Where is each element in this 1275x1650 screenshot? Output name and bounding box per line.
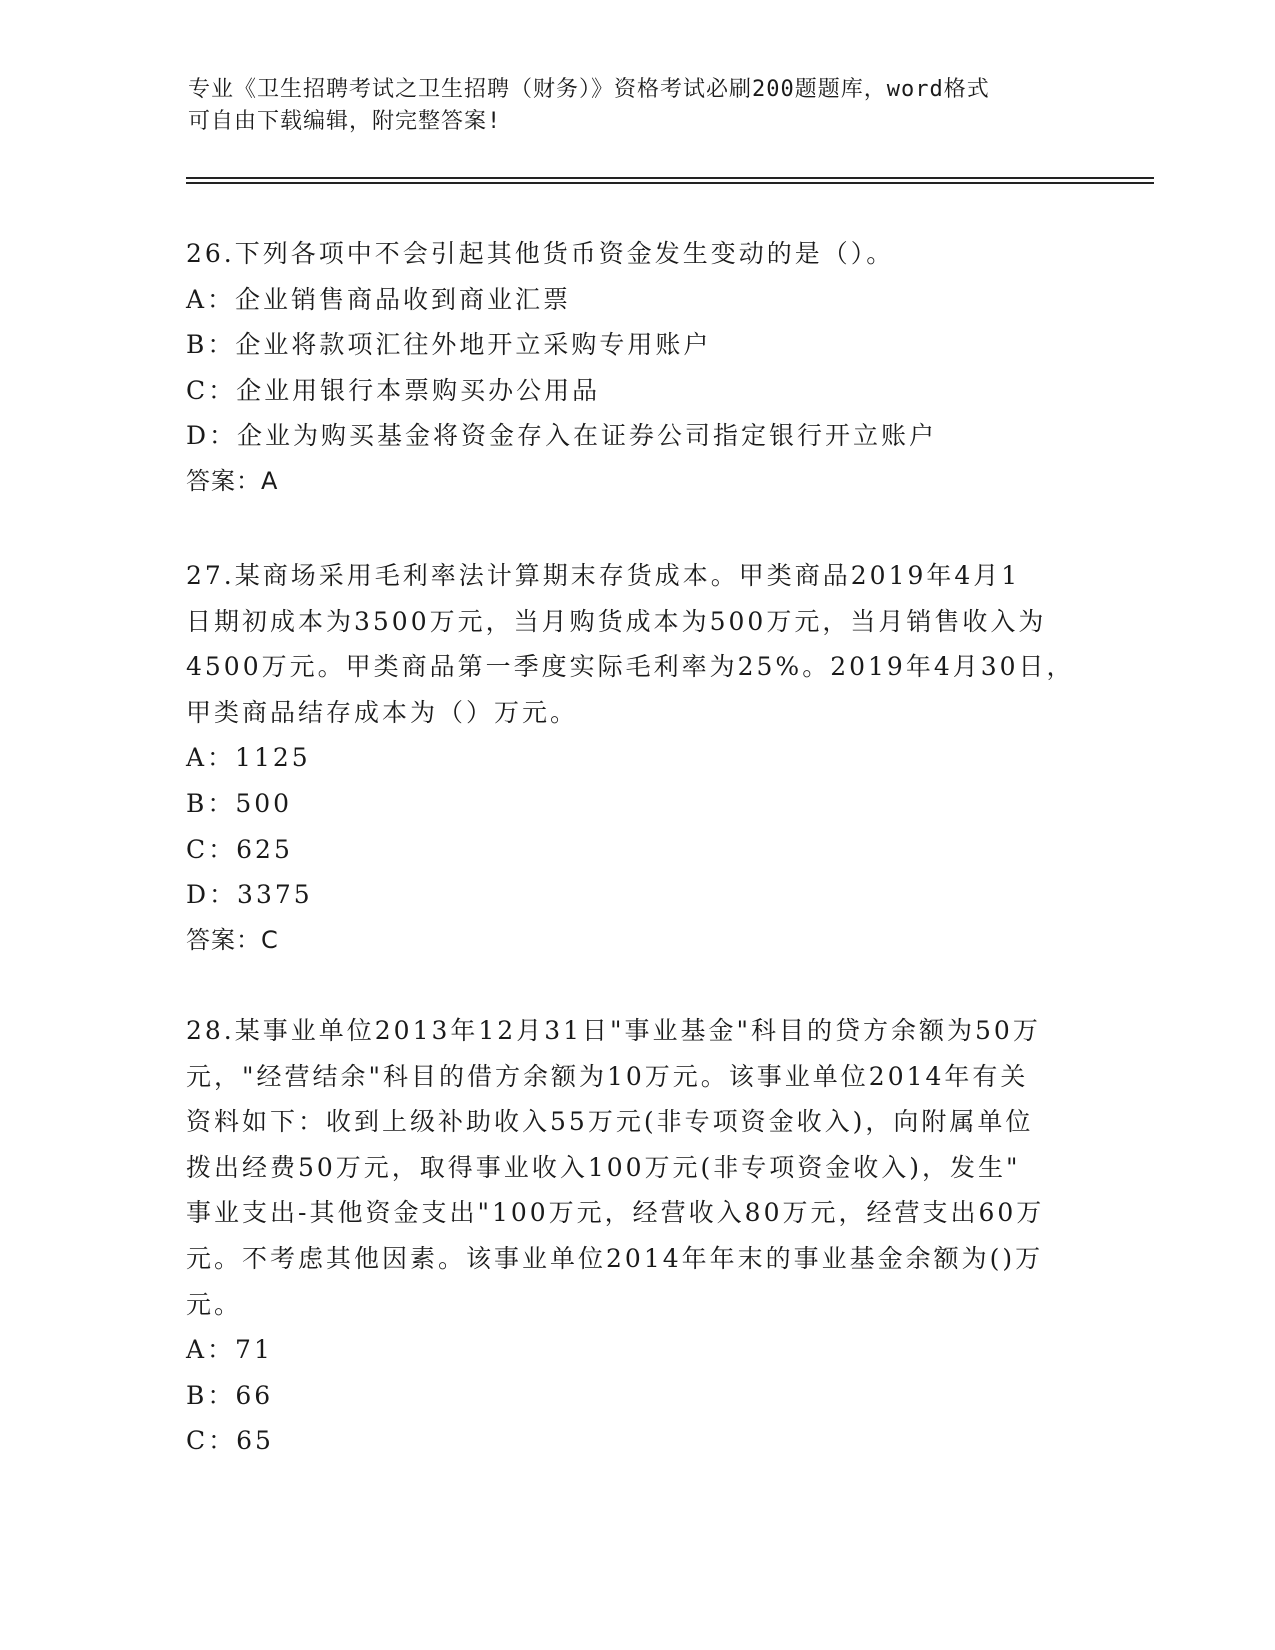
option-a: A：1125 [186,743,311,773]
option-c: C：625 [186,834,293,864]
question-text-line: 拨出经费50万元，取得事业收入100万元(非专项资金收入)，发生" [186,1152,1021,1182]
document-header [188,74,1088,138]
question-text-line: 元，"经营结余"科目的借方余额为10万元。该事业单位2014年有关 [186,1061,1029,1091]
header-divider-bottom [186,182,1154,184]
question-28 [186,1008,1076,1464]
answer-label: 答案：A [186,466,279,495]
option-b: B：企业将款项汇往外地开立采购专用账户 [186,330,712,360]
question-text-line: 日期初成本为3500万元，当月购货成本为500万元，当月销售收入为 [186,606,1047,636]
option-c: C：65 [186,1426,274,1456]
question-text-line: 元。不考虑其他因素。该事业单位2014年年末的事业基金余额为()万 [186,1243,1044,1273]
header-line-1: 专业《卫生招聘考试之卫生招聘（财务）》资格考试必刷200题题库，word格式 [188,77,990,102]
question-text-line: 元。 [186,1289,243,1319]
option-a: A：企业销售商品收到商业汇票 [186,284,572,314]
option-b: B：500 [186,788,293,818]
header-line-2: 可自由下载编辑，附完整答案! [188,109,502,134]
question-text-line: 资料如下：收到上级补助收入55万元(非专项资金收入)，向附属单位 [186,1107,1034,1137]
question-text-line: 4500万元。甲类商品第一季度实际毛利率为25%。2019年4月30日， [186,652,1075,682]
option-d: D：企业为购买基金将资金存入在证券公司指定银行开立账户 [186,421,938,451]
question-text-line: 甲类商品结存成本为（）万元。 [186,697,579,727]
question-27 [186,553,1076,963]
question-text-line: 27.某商场采用毛利率法计算期末存货成本。甲类商品2019年4月1 [186,561,1021,590]
option-a: A：71 [186,1335,273,1365]
question-text-line: 事业支出-其他资金支出"100万元，经营收入80万元，经营支出60万 [186,1198,1045,1228]
question-26 [186,231,1076,505]
question-text: 26.下列各项中不会引起其他货币资金发生变动的是（）。 [186,239,895,268]
option-c: C：企业用银行本票购买办公用品 [186,375,601,405]
option-b: B：66 [186,1380,274,1410]
header-divider-top [186,177,1154,179]
option-d: D：3375 [186,880,313,910]
answer-label: 答案：C [186,925,279,954]
question-text-line: 28.某事业单位2013年12月31日"事业基金"科目的贷方余额为50万 [186,1016,1041,1045]
